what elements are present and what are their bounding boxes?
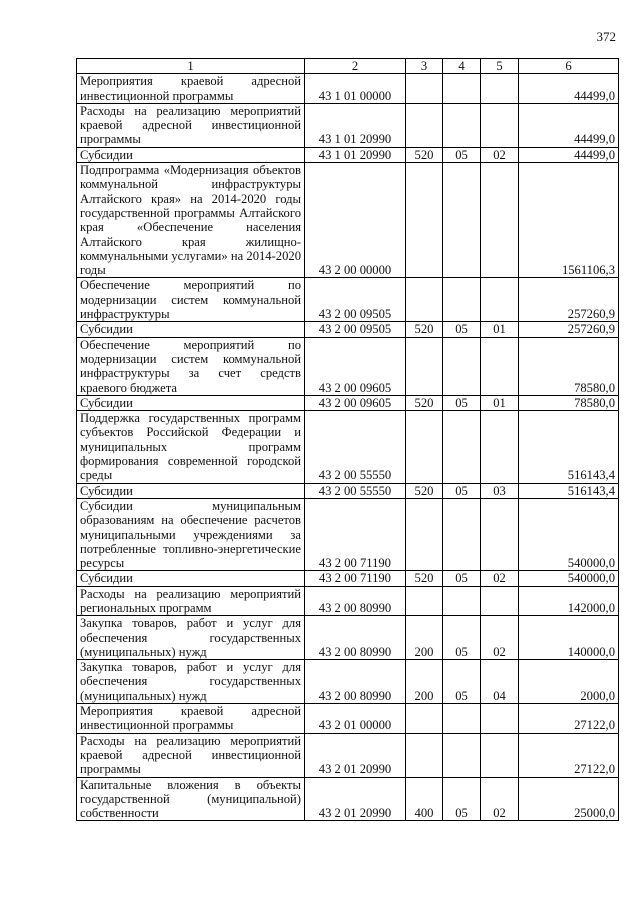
column-header: 5	[481, 59, 519, 74]
row-name: Обеспечение мероприятий по модернизации систем коммунальной инфраструктуры за счет средств краевого бюджета	[77, 337, 305, 395]
row-name: Мероприятия краевой адресной инвестиционной программы	[77, 74, 305, 104]
row-code: 43 2 00 80990	[305, 660, 406, 704]
row-sum: 44499,0	[519, 147, 619, 162]
row-vr: 400	[406, 777, 443, 821]
row-sum: 257260,9	[519, 322, 619, 337]
row-rz	[443, 278, 481, 322]
row-vr: 200	[406, 616, 443, 660]
row-pr: 04	[481, 660, 519, 704]
table-row	[77, 571, 619, 586]
row-sum: 142000,0	[519, 586, 619, 616]
row-pr: 03	[481, 483, 519, 498]
table-row	[77, 163, 619, 278]
column-header: 4	[443, 59, 481, 74]
table-row	[77, 74, 619, 104]
row-name: Обеспечение мероприятий по модернизации систем коммунальной инфраструктуры	[77, 278, 305, 322]
row-pr	[481, 103, 519, 147]
row-sum: 25000,0	[519, 777, 619, 821]
row-name: Подпрограмма «Модернизация объектов коммунальной инфраструктуры Алтайского края» на 2014-2020 годы государственной программы Алтайского края «Обеспечение населения Алтайского края жилищно-коммунальными услугами» на 2014-2020 годы	[77, 163, 305, 278]
table-row	[77, 660, 619, 704]
row-rz	[443, 411, 481, 483]
row-vr: 200	[406, 660, 443, 704]
row-sum: 27122,0	[519, 704, 619, 734]
table-row	[77, 733, 619, 777]
row-pr	[481, 74, 519, 104]
table-row	[77, 777, 619, 821]
row-rz	[443, 704, 481, 734]
row-name: Субсидии	[77, 483, 305, 498]
row-code: 43 1 01 20990	[305, 103, 406, 147]
row-pr	[481, 163, 519, 278]
row-pr	[481, 337, 519, 395]
row-code: 43 2 00 80990	[305, 586, 406, 616]
table-row	[77, 498, 619, 570]
table-row	[77, 278, 619, 322]
row-pr	[481, 733, 519, 777]
page-number: 372	[596, 29, 616, 44]
row-vr: 520	[406, 322, 443, 337]
row-pr: 01	[481, 322, 519, 337]
row-code: 43 2 01 20990	[305, 777, 406, 821]
row-vr	[406, 704, 443, 734]
row-vr	[406, 163, 443, 278]
row-sum: 44499,0	[519, 103, 619, 147]
row-rz: 05	[443, 483, 481, 498]
column-header: 1	[77, 59, 305, 74]
row-name: Субсидии муниципальным образованиям на обеспечение расчетов муниципальными учреждениями за потребленные топливно-энергетические ресурсы	[77, 498, 305, 570]
row-pr: 02	[481, 147, 519, 162]
row-rz	[443, 586, 481, 616]
column-header: 2	[305, 59, 406, 74]
row-rz: 05	[443, 777, 481, 821]
row-pr	[481, 704, 519, 734]
column-header: 3	[406, 59, 443, 74]
row-rz: 05	[443, 616, 481, 660]
row-code: 43 2 00 09605	[305, 395, 406, 410]
row-pr	[481, 411, 519, 483]
row-sum: 257260,9	[519, 278, 619, 322]
row-rz	[443, 337, 481, 395]
row-vr: 520	[406, 571, 443, 586]
table-row	[77, 322, 619, 337]
row-rz: 05	[443, 571, 481, 586]
row-name: Субсидии	[77, 147, 305, 162]
row-sum: 516143,4	[519, 483, 619, 498]
row-sum: 2000,0	[519, 660, 619, 704]
row-name: Субсидии	[77, 395, 305, 410]
table-row	[77, 616, 619, 660]
row-code: 43 2 00 09505	[305, 322, 406, 337]
table-row	[77, 337, 619, 395]
row-pr: 02	[481, 571, 519, 586]
row-pr	[481, 278, 519, 322]
row-name: Расходы на реализацию мероприятий краевой адресной инвестиционной программы	[77, 733, 305, 777]
row-rz	[443, 74, 481, 104]
table-row	[77, 483, 619, 498]
row-pr	[481, 498, 519, 570]
row-rz	[443, 733, 481, 777]
table-row	[77, 103, 619, 147]
row-vr	[406, 586, 443, 616]
row-name: Капитальные вложения в объекты государственной (муниципальной) собственности	[77, 777, 305, 821]
row-vr	[406, 103, 443, 147]
row-code: 43 2 00 55550	[305, 483, 406, 498]
row-name: Субсидии	[77, 571, 305, 586]
row-vr	[406, 498, 443, 570]
row-sum: 516143,4	[519, 411, 619, 483]
table-row	[77, 586, 619, 616]
row-pr: 01	[481, 395, 519, 410]
table-row	[77, 147, 619, 162]
table-row	[77, 411, 619, 483]
row-sum: 140000,0	[519, 616, 619, 660]
row-vr	[406, 337, 443, 395]
row-code: 43 1 01 00000	[305, 74, 406, 104]
row-code: 43 2 00 80990	[305, 616, 406, 660]
row-name: Поддержка государственных программ субъектов Российской Федерации и муниципальных программ формирования современной городской среды	[77, 411, 305, 483]
row-rz	[443, 103, 481, 147]
table-header-row	[77, 59, 619, 74]
row-vr	[406, 74, 443, 104]
row-sum: 44499,0	[519, 74, 619, 104]
row-vr	[406, 733, 443, 777]
row-vr: 520	[406, 395, 443, 410]
row-name: Мероприятия краевой адресной инвестиционной программы	[77, 704, 305, 734]
row-code: 43 2 00 55550	[305, 411, 406, 483]
row-name: Закупка товаров, работ и услуг для обеспечения государственных (муниципальных) нужд	[77, 616, 305, 660]
row-vr: 520	[406, 483, 443, 498]
row-code: 43 1 01 20990	[305, 147, 406, 162]
row-pr: 02	[481, 777, 519, 821]
row-vr	[406, 278, 443, 322]
row-sum: 78580,0	[519, 395, 619, 410]
row-code: 43 2 00 71190	[305, 571, 406, 586]
row-rz: 05	[443, 147, 481, 162]
row-sum: 540000,0	[519, 498, 619, 570]
row-name: Субсидии	[77, 322, 305, 337]
row-name: Расходы на реализацию мероприятий краевой адресной инвестиционной программы	[77, 103, 305, 147]
row-rz	[443, 163, 481, 278]
row-code: 43 2 00 00000	[305, 163, 406, 278]
row-rz	[443, 498, 481, 570]
row-rz: 05	[443, 322, 481, 337]
row-rz: 05	[443, 660, 481, 704]
row-rz: 05	[443, 395, 481, 410]
column-header: 6	[519, 59, 619, 74]
row-sum: 78580,0	[519, 337, 619, 395]
row-name: Расходы на реализацию мероприятий региональных программ	[77, 586, 305, 616]
row-sum: 540000,0	[519, 571, 619, 586]
row-code: 43 2 01 00000	[305, 704, 406, 734]
row-pr: 02	[481, 616, 519, 660]
table-row	[77, 395, 619, 410]
row-code: 43 2 00 09505	[305, 278, 406, 322]
row-code: 43 2 00 09605	[305, 337, 406, 395]
row-sum: 1561106,3	[519, 163, 619, 278]
row-sum: 27122,0	[519, 733, 619, 777]
row-pr	[481, 586, 519, 616]
row-code: 43 2 01 20990	[305, 733, 406, 777]
row-code: 43 2 00 71190	[305, 498, 406, 570]
budget-table	[76, 58, 619, 821]
row-name: Закупка товаров, работ и услуг для обеспечения государственных (муниципальных) нужд	[77, 660, 305, 704]
row-vr: 520	[406, 147, 443, 162]
row-vr	[406, 411, 443, 483]
table-row	[77, 704, 619, 734]
